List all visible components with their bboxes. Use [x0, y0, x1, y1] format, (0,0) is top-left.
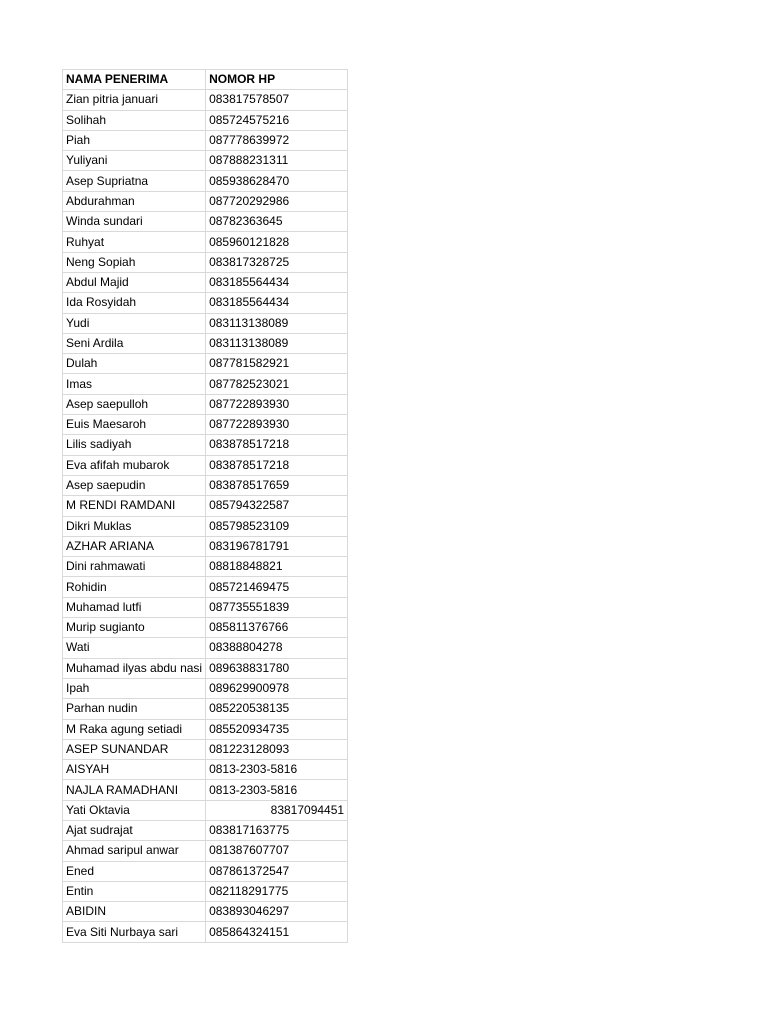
table-row: [63, 293, 348, 313]
table-row: [63, 557, 348, 577]
table-row: [63, 475, 348, 495]
phone-number-cell: 085724575216: [206, 110, 348, 130]
phone-number-cell: 083113138089: [206, 313, 348, 333]
table-row: [63, 212, 348, 232]
table-row: [63, 719, 348, 739]
table-row: [63, 415, 348, 435]
phone-number-cell: 085811376766: [206, 618, 348, 638]
phone-number-cell: 083185564434: [206, 293, 348, 313]
recipient-name-cell: Eva Siti Nurbaya sari: [63, 922, 206, 942]
phone-number-cell: 085794322587: [206, 496, 348, 516]
recipient-name-cell: Piah: [63, 130, 206, 150]
table-row: [63, 536, 348, 556]
recipient-name-cell: Winda sundari: [63, 212, 206, 232]
recipient-name-cell: Eva afifah mubarok: [63, 455, 206, 475]
phone-number-cell: 087720292986: [206, 191, 348, 211]
recipient-name-cell: Seni Ardila: [63, 333, 206, 353]
table-row: [63, 658, 348, 678]
recipient-name-cell: Yudi: [63, 313, 206, 333]
table-body: [63, 90, 348, 942]
header-phone: NOMOR HP: [206, 70, 348, 90]
table-row: [63, 354, 348, 374]
table-row: [63, 800, 348, 820]
phone-number-cell: 087861372547: [206, 861, 348, 881]
table-row: [63, 902, 348, 922]
phone-number-cell: 085798523109: [206, 516, 348, 536]
table-row: [63, 739, 348, 759]
phone-number-cell: 087735551839: [206, 597, 348, 617]
phone-number-cell: 087722893930: [206, 415, 348, 435]
table-row: [63, 496, 348, 516]
recipient-name-cell: Lilis sadiyah: [63, 435, 206, 455]
phone-number-cell: 085520934735: [206, 719, 348, 739]
recipient-name-cell: Ipah: [63, 678, 206, 698]
recipient-name-cell: AZHAR ARIANA: [63, 536, 206, 556]
table-row: [63, 272, 348, 292]
recipient-name-cell: Muhamad lutfi: [63, 597, 206, 617]
phone-number-cell: 083196781791: [206, 536, 348, 556]
recipient-name-cell: Dulah: [63, 354, 206, 374]
recipient-name-cell: AISYAH: [63, 760, 206, 780]
phone-number-cell: 087888231311: [206, 151, 348, 171]
table-row: [63, 252, 348, 272]
recipient-name-cell: Muhamad ilyas abdu nasi: [63, 658, 206, 678]
phone-number-cell: 085938628470: [206, 171, 348, 191]
recipient-name-cell: Entin: [63, 881, 206, 901]
table-row: [63, 780, 348, 800]
phone-number-cell: 087778639972: [206, 130, 348, 150]
phone-number-cell: 083878517659: [206, 475, 348, 495]
table-row: [63, 881, 348, 901]
table-row: [63, 861, 348, 881]
table-row: [63, 820, 348, 840]
table-row: [63, 638, 348, 658]
table-row: [63, 191, 348, 211]
phone-number-cell: 08818848821: [206, 557, 348, 577]
table-row: [63, 171, 348, 191]
phone-number-cell: 081387607707: [206, 841, 348, 861]
table-row: [63, 841, 348, 861]
recipient-name-cell: Ened: [63, 861, 206, 881]
recipient-name-cell: Yuliyani: [63, 151, 206, 171]
table-row: [63, 130, 348, 150]
recipient-name-cell: Asep saepudin: [63, 475, 206, 495]
phone-number-cell: 083878517218: [206, 435, 348, 455]
recipient-name-cell: Asep Supriatna: [63, 171, 206, 191]
recipient-name-cell: Ruhyat: [63, 232, 206, 252]
phone-number-cell: 083113138089: [206, 333, 348, 353]
recipient-name-cell: ASEP SUNANDAR: [63, 739, 206, 759]
phone-number-cell: 083817328725: [206, 252, 348, 272]
recipient-name-cell: Parhan nudin: [63, 699, 206, 719]
table-row: [63, 597, 348, 617]
header-row: [63, 70, 348, 90]
phone-number-cell: 089629900978: [206, 678, 348, 698]
recipient-name-cell: Murip sugianto: [63, 618, 206, 638]
recipient-table: [62, 69, 348, 943]
recipient-name-cell: Euis Maesaroh: [63, 415, 206, 435]
phone-number-cell: 083893046297: [206, 902, 348, 922]
table-row: [63, 90, 348, 110]
phone-number-cell: 0813-2303-5816: [206, 760, 348, 780]
phone-number-cell: 085721469475: [206, 577, 348, 597]
recipient-name-cell: Solihah: [63, 110, 206, 130]
table-row: [63, 577, 348, 597]
table-row: [63, 232, 348, 252]
phone-number-cell: 089638831780: [206, 658, 348, 678]
phone-number-cell: 081223128093: [206, 739, 348, 759]
phone-number-cell: 083878517218: [206, 455, 348, 475]
phone-number-cell: 083817578507: [206, 90, 348, 110]
recipient-name-cell: Imas: [63, 374, 206, 394]
recipient-name-cell: Neng Sopiah: [63, 252, 206, 272]
recipient-name-cell: Dikri Muklas: [63, 516, 206, 536]
phone-number-cell: 085864324151: [206, 922, 348, 942]
phone-number-cell: 087782523021: [206, 374, 348, 394]
phone-number-cell: 085220538135: [206, 699, 348, 719]
recipient-name-cell: Dini rahmawati: [63, 557, 206, 577]
table-row: [63, 760, 348, 780]
phone-number-cell: 085960121828: [206, 232, 348, 252]
recipient-name-cell: Ida Rosyidah: [63, 293, 206, 313]
recipient-name-cell: Abdurahman: [63, 191, 206, 211]
table-row: [63, 151, 348, 171]
table-row: [63, 394, 348, 414]
phone-number-cell: 08782363645: [206, 212, 348, 232]
table-row: [63, 313, 348, 333]
recipient-name-cell: ABIDIN: [63, 902, 206, 922]
recipient-name-cell: Wati: [63, 638, 206, 658]
table-row: [63, 699, 348, 719]
table-row: [63, 922, 348, 942]
phone-number-cell: 08388804278: [206, 638, 348, 658]
table-row: [63, 516, 348, 536]
table-row: [63, 110, 348, 130]
phone-number-cell: 083817163775: [206, 820, 348, 840]
phone-number-cell: 83817094451: [206, 800, 348, 820]
phone-number-cell: 082118291775: [206, 881, 348, 901]
table-row: [63, 455, 348, 475]
recipient-name-cell: Yati Oktavia: [63, 800, 206, 820]
phone-number-cell: 0813-2303-5816: [206, 780, 348, 800]
table-row: [63, 333, 348, 353]
phone-number-cell: 083185564434: [206, 272, 348, 292]
phone-number-cell: 087781582921: [206, 354, 348, 374]
recipient-name-cell: Rohidin: [63, 577, 206, 597]
table-row: [63, 678, 348, 698]
table-row: [63, 374, 348, 394]
recipient-name-cell: Abdul Majid: [63, 272, 206, 292]
recipient-name-cell: Ahmad saripul anwar: [63, 841, 206, 861]
recipient-name-cell: Ajat sudrajat: [63, 820, 206, 840]
recipient-name-cell: M RENDI RAMDANI: [63, 496, 206, 516]
recipient-name-cell: M Raka agung setiadi: [63, 719, 206, 739]
header-name: NAMA PENERIMA: [63, 70, 206, 90]
recipient-name-cell: Asep saepulloh: [63, 394, 206, 414]
table-row: [63, 618, 348, 638]
recipient-name-cell: Zian pitria januari: [63, 90, 206, 110]
phone-number-cell: 087722893930: [206, 394, 348, 414]
recipient-name-cell: NAJLA RAMADHANI: [63, 780, 206, 800]
table-row: [63, 435, 348, 455]
